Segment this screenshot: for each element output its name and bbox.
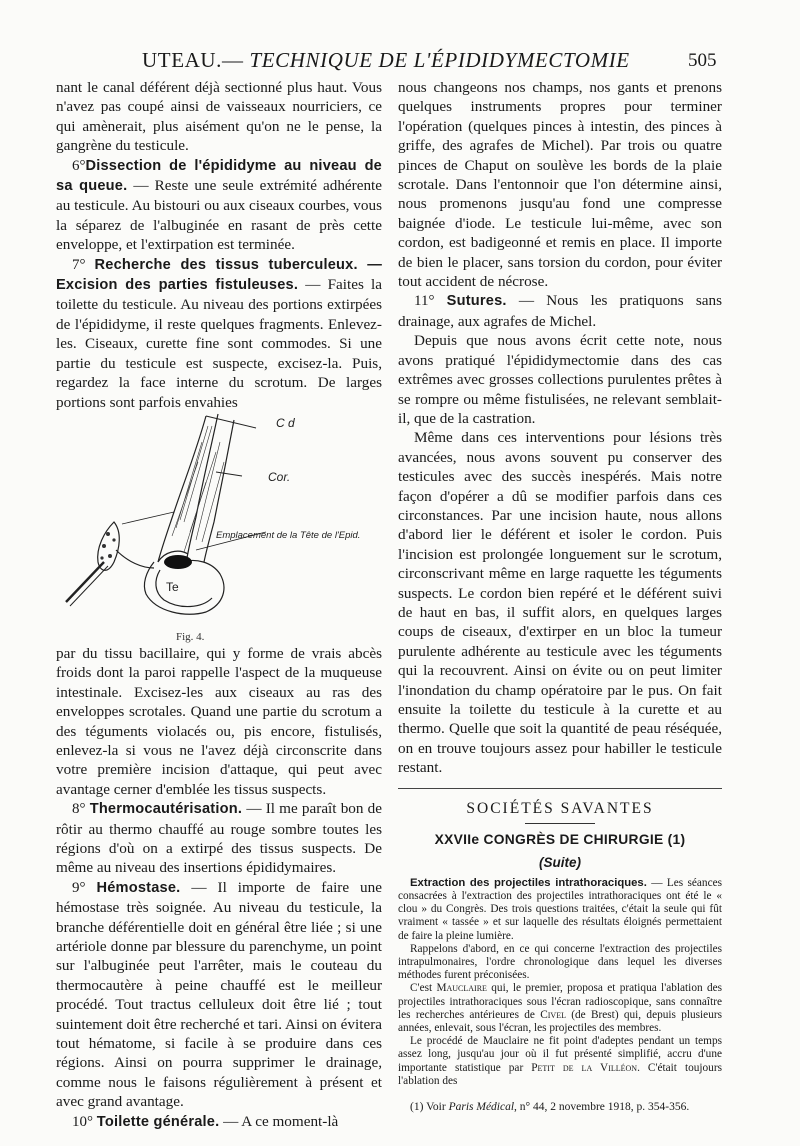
section-title: Hémostase. xyxy=(96,879,181,896)
paragraph: nous changeons nos champs, nos gants et prenons quelques instruments propres pour terminer l'opération (quelques pinces à intestin, des pinces à griffe, des agrafes de Michel). Par trois ou quatre pinces de Chaput on soulève les bords de la plaie scrotale. Dans l'entonnoir que l'on détermine ainsi, nous promenons jusqu'au fond une compresse baignée d'iode. Le testicule lui-même, avec son cordon, est badigeonné et remis en place. Il importe de bien le placer, sans torsion du cordon, pour éviter tout accident de nécrose. xyxy=(398,79,722,291)
section-9 xyxy=(56,878,382,1112)
paragraph: nant le canal déférent déjà sectionné plus haut. Vous n'avez pas coupé ainsi de vaisseaux nourriciers, ce qui amènerait, plus aisément qu'on ne le pense, la gangrène du testicule. xyxy=(56,79,382,155)
section-title: Thermocautérisation. xyxy=(89,801,243,818)
section-number: 8° xyxy=(72,801,86,818)
clamp-handle xyxy=(66,562,104,602)
label-cor: Cor. xyxy=(268,469,291,484)
paragraph-text: (de Brest) qui, depuis plusieurs années, enlevait, sous l'écran, les projectiles des membres. xyxy=(398,1008,723,1035)
paragraph: Même dans ces interventions pour lésions très avancées, nous avons souvent pu conserver des testicules avec des succès inespérés. Mais notre façon d'opérer a dû se modifier parfois dans ces circonstances. Par une incision haute, nous allons d'abord lier le déférent et isoler le cordon. Puis l'incision est prolongée longuement sur le scrotum, circonscrivant même en large raquette les téguments suspects. Le cordon bien repéré et le déférent suivi de haut en bas, il suffit alors, en quelques larges coups de ciseaux, d'extirper en un bloc la tumeur purulente adhérente au testicule avec les téguments qui la recouvrent. Ainsi on évite ou on peut limiter l'inondation du champ opératoire par le pus. On fait ensuite la toilette du testicule à la curette et au thermo. Quelle que soit la quantité de peau réséquée, on en trouve toujours assez pour habiller le testicule restant. xyxy=(398,429,722,777)
header-author: UTEAU.— xyxy=(142,48,244,72)
paragraph xyxy=(398,877,722,943)
lead-title: Extraction des projectiles intrathoraciques. xyxy=(410,876,647,889)
page-number: 505 xyxy=(688,50,717,71)
section-number: 6° xyxy=(72,157,86,174)
section-title: Dissection de l'épididyme au niveau de sa queue. xyxy=(56,157,382,195)
section-title: Sutures. xyxy=(446,293,507,310)
right-column xyxy=(398,78,722,1118)
running-title xyxy=(142,48,662,73)
paragraph-text: C'est xyxy=(410,982,433,995)
page-header xyxy=(0,48,800,74)
label-emplacement: Emplacement de la Tête de l'Epid. xyxy=(216,529,361,541)
section-6 xyxy=(56,156,382,255)
societes-text xyxy=(398,877,722,1088)
section-text: — Il me paraît bon de rôtir au thermo chauffé au rouge sombre toutes les régions d'où on a extirpé des tissus suspects. De même au niveau des insertions épididymaires. xyxy=(56,800,383,877)
paragraph: Rappelons d'abord, en ce qui concerne l'extraction des projectiles intrapulmonaires, l'ordre chronologique dans lequel les diverses méthodes furent préconisées. xyxy=(398,942,722,982)
paragraph xyxy=(398,1035,722,1088)
paragraph: Depuis que nous avons écrit cette note, nous avons pratiqué l'épididymectomie dans des cas extrêmes avec grosses collections purulentes prêtes à se rompre ou même fistulisées, ne relevant semblait-il, que de la castration. xyxy=(398,332,722,427)
figure-caption: Fig. 4. xyxy=(176,630,205,643)
section-title: Recherche des tissus tuberculeux. — Excision des parties fistuleuses. xyxy=(56,256,382,294)
footnote-text: (1) Voir xyxy=(410,1101,446,1114)
author-name: Petit de la Villéon xyxy=(531,1061,638,1074)
section-number: 11° xyxy=(414,293,435,310)
footnote xyxy=(398,1098,722,1117)
section-heading: SOCIÉTÉS SAVANTES xyxy=(466,799,654,817)
section-number: 9° xyxy=(72,879,86,896)
figure-4 xyxy=(56,412,382,644)
divider xyxy=(525,823,595,824)
footnote-text: , n° 44, 2 novembre 1918, p. 354-356. xyxy=(514,1101,690,1114)
section-text: — Faites la toilette du testicule. Au niveau des portions extirpées de l'épididyme, il reste quelques fragments. Enlevez-les. Ciseaux, curette fine sont commodes. Si une partie du testicule est suspecte, excisez-la. Puis, regardez la face interne du scrotum. De larges portions sont parfois envahies xyxy=(56,276,382,411)
section-text: — Reste une seule extrémité adhérente au testicule. Au bistouri ou aux ciseaux courbes, vous la séparez de l'albuginée en rasant de près cette enveloppe, et l'extirpation est terminée. xyxy=(56,177,383,254)
section-number: 10° xyxy=(72,1113,93,1130)
journal-name: Paris Médical xyxy=(448,1101,515,1114)
section-text: — Il importe de faire une hémostase très soignée. Au niveau du testicule, la branche déférentielle doit en général être liée ; si une artériole donne par blessure du parenchyme, un point sur l'albuginée peut l'arrêter, mais le couteau du thermocautère à peine chauffé est le meilleur procédé. Tout tractus celluleux doit être lié ; tout suintement doit être recherché et tari. Ainsi on évitera tout hématome, si facile à se produire dans ces régions. Ainsi on pourra supprimer le drainage, comme nous le faisons régulièrement à présent et avec grand avantage. xyxy=(56,878,382,1111)
section-title: Toilette générale. xyxy=(96,1113,220,1130)
label-te: Te xyxy=(166,579,179,594)
cord-left-edge xyxy=(158,416,206,562)
author-name: Civel xyxy=(540,1008,566,1021)
section-10 xyxy=(56,1112,382,1132)
section-8 xyxy=(56,799,382,878)
paragraph xyxy=(398,982,722,1035)
section-text: — Nous les pratiquons sans drainage, aux agrafes de Michel. xyxy=(398,292,723,330)
paragraph-text: qui, le premier, proposa et pratiqua l'ablation des projectiles intrathoraciques sous l'écran radioscopique, sans connaître les recherches antérieures de xyxy=(398,982,723,1021)
label-cd: C d xyxy=(276,415,295,430)
left-column xyxy=(56,78,382,1132)
header-title-text: TECHNIQUE DE L'ÉPIDIDYMECTOMIE xyxy=(249,48,630,72)
congress-subtitle: (Suite) xyxy=(539,855,581,871)
epididymis-clamped xyxy=(98,522,120,570)
section-number: 7° xyxy=(72,256,86,273)
congress-title: XXVIIe CONGRÈS DE CHIRURGIE (1) xyxy=(434,832,686,848)
head-of-epididymis-site xyxy=(164,555,192,569)
paragraph-text: . C'était toujours l'ablation des xyxy=(398,1061,722,1087)
section-text: — A ce moment-là xyxy=(223,1112,339,1130)
author-name: Mauclaire xyxy=(436,982,487,995)
paragraph-text: — Les séances consacrées à l'extraction des projectiles intrathoraciques ont été le « clou » du Congrès. Des trois questions traitées, c'était la seule qui fût vraiment « tassée » et sur laquelle des résultats éloignés permettaient de faire la pleine lumière. xyxy=(398,876,722,942)
divider xyxy=(398,788,722,789)
section-11 xyxy=(398,291,722,331)
paragraph: par du tissu bacillaire, qui y forme de vrais abcès froids dont la paroi rappelle l'aspect de la muqueuse intestinale. Excisez-les aux ciseaux au ras des enveloppes scrotales. Quand une partie du scrotum a des téguments violacés ou, pis encore, fistulisés, enlevez-la si vous ne l'avez déjà circonscrite dans votre première incision d'attaque, qui peut avec avantage cerner d'emblée les tissus suspects. xyxy=(56,644,382,798)
section-7 xyxy=(56,255,382,412)
paragraph-text: Le procédé de Mauclaire ne fit point d'adeptes pendant un temps assez long, jusqu'au jour où il fut présenté simplifié, accru d'une importante statistique par xyxy=(398,1035,722,1074)
